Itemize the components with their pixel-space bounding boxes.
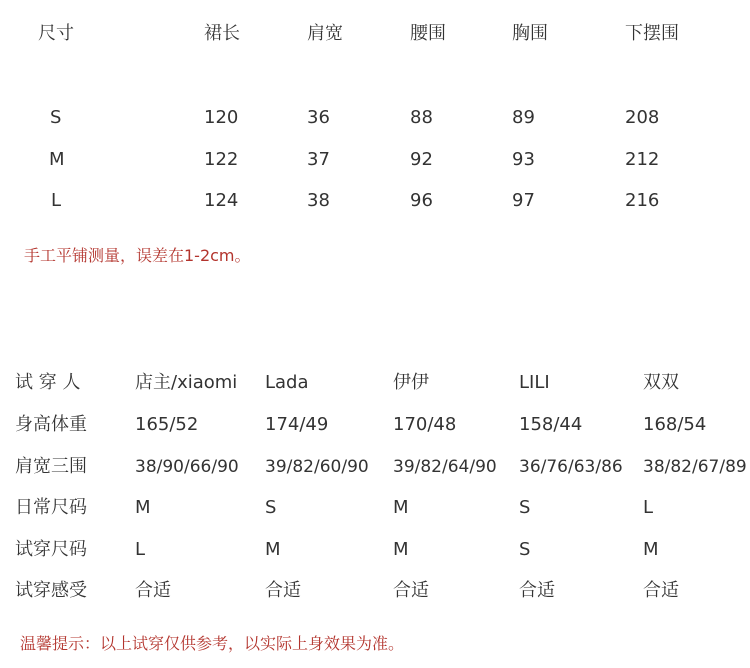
header-hem: 下摆围: [625, 23, 679, 44]
chest-value: 97: [512, 190, 535, 211]
feeling-value: 合适: [135, 580, 171, 601]
measurements-value: 36/76/63/86: [519, 457, 623, 477]
tester-name: LILI: [519, 372, 550, 393]
tester-name: 双双: [643, 372, 679, 393]
daily-size-value: M: [393, 497, 409, 518]
fitting-note: 温馨提示：以上试穿仅供参考，以实际上身效果为准。: [20, 634, 405, 653]
header-size: 尺寸: [38, 23, 74, 44]
size-label: L: [51, 190, 62, 211]
measurements-value: 39/82/60/90: [265, 457, 369, 477]
skirt-length-value: 122: [204, 149, 239, 170]
header-waist: 腰围: [410, 23, 446, 44]
shoulder-value: 37: [307, 149, 330, 170]
tester-name: 伊伊: [393, 372, 429, 393]
measurements-value: 38/90/66/90: [135, 457, 239, 477]
waist-value: 88: [410, 107, 433, 128]
height-weight-value: 174/49: [265, 414, 329, 435]
row-label-tester: 试 穿 人: [15, 372, 81, 393]
height-weight-value: 168/54: [643, 414, 707, 435]
daily-size-value: S: [519, 497, 531, 518]
feeling-value: 合适: [265, 580, 301, 601]
height-weight-value: 158/44: [519, 414, 583, 435]
measurement-note: 手工平铺测量，误差在1-2cm。: [24, 246, 251, 265]
measurements-value: 39/82/64/90: [393, 457, 497, 477]
skirt-length-value: 120: [204, 107, 239, 128]
chest-value: 89: [512, 107, 535, 128]
hem-value: 216: [625, 190, 660, 211]
hem-value: 208: [625, 107, 660, 128]
size-label: S: [50, 107, 62, 128]
measurements-value: 38/82/67/89: [643, 457, 747, 477]
feeling-value: 合适: [643, 580, 679, 601]
waist-value: 92: [410, 149, 433, 170]
feeling-value: 合适: [519, 580, 555, 601]
size-label: M: [49, 149, 65, 170]
skirt-length-value: 124: [204, 190, 239, 211]
hem-value: 212: [625, 149, 660, 170]
header-skirt-length: 裙长: [204, 23, 240, 44]
row-label-daily-size: 日常尺码: [15, 497, 87, 518]
daily-size-value: M: [135, 497, 151, 518]
row-label-height-weight: 身高体重: [15, 414, 87, 435]
trial-size-value: M: [643, 539, 659, 560]
row-label-feeling: 试穿感受: [15, 580, 87, 601]
header-shoulder: 肩宽: [307, 23, 343, 44]
trial-size-value: M: [393, 539, 409, 560]
header-chest: 胸围: [512, 23, 548, 44]
row-label-trial-size: 试穿尺码: [15, 539, 87, 560]
shoulder-value: 38: [307, 190, 330, 211]
tester-name: 店主/xiaomi: [135, 372, 238, 393]
daily-size-value: L: [643, 497, 654, 518]
waist-value: 96: [410, 190, 433, 211]
trial-size-value: S: [519, 539, 531, 560]
daily-size-value: S: [265, 497, 277, 518]
tester-name: Lada: [265, 372, 309, 393]
trial-size-value: M: [265, 539, 281, 560]
chest-value: 93: [512, 149, 535, 170]
height-weight-value: 170/48: [393, 414, 457, 435]
row-label-measurements: 肩宽三围: [15, 456, 87, 477]
feeling-value: 合适: [393, 580, 429, 601]
shoulder-value: 36: [307, 107, 330, 128]
height-weight-value: 165/52: [135, 414, 199, 435]
trial-size-value: L: [135, 539, 146, 560]
